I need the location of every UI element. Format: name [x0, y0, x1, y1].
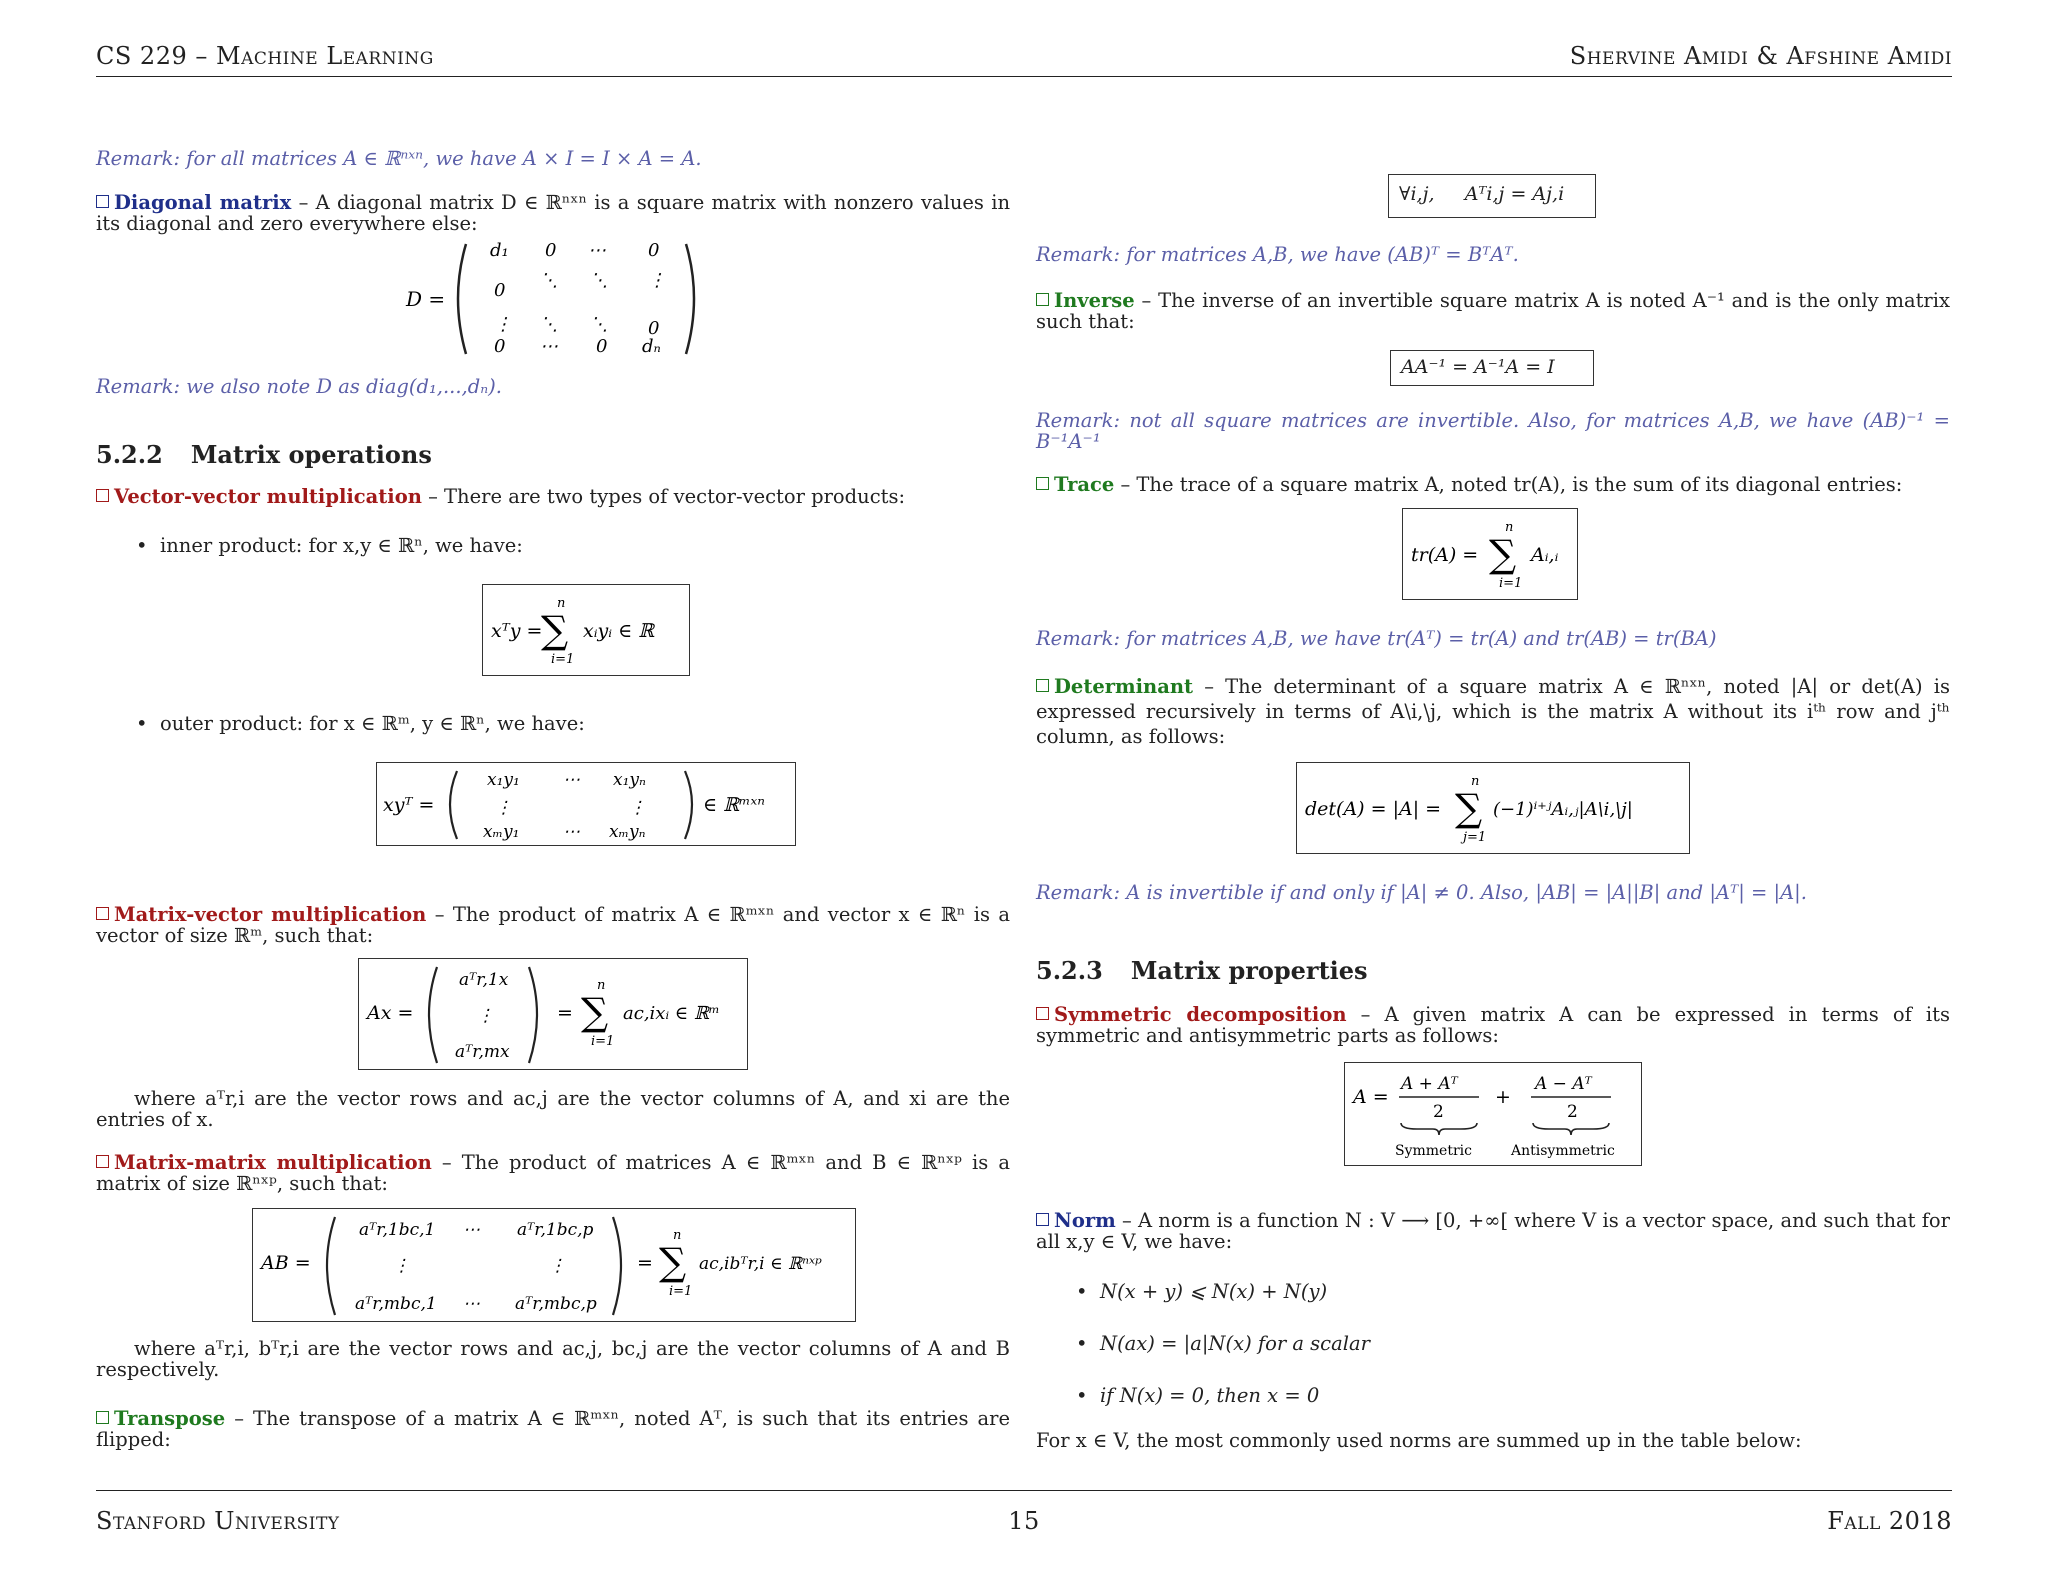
checkbox-icon	[1036, 293, 1049, 306]
svg-text:x₁yₙ: x₁yₙ	[613, 770, 646, 790]
checkbox-icon	[1036, 1213, 1049, 1226]
svg-text:+: +	[1495, 1086, 1511, 1108]
svg-text:j=1: j=1	[1463, 830, 1487, 845]
formula-lhs: D =	[406, 287, 446, 311]
trace-title: Trace	[1036, 473, 1114, 496]
remark-inverse: Remark: not all square matrices are invertible. Also, for matrices A,B, we have (AB)⁻¹ = B⁻¹A⁻¹	[1036, 409, 1950, 453]
term: Fall 2018	[1827, 1507, 1952, 1535]
checkbox-icon	[1036, 477, 1049, 490]
svg-text:AB =: AB =	[261, 1252, 311, 1274]
svg-text:⋮: ⋮	[495, 798, 512, 818]
svg-text:Aᵢ,ᵢ: Aᵢ,ᵢ	[1531, 544, 1559, 566]
diagonal-matrix-paragraph	[96, 192, 1010, 234]
svg-text:A + Aᵀ: A + Aᵀ	[1401, 1074, 1458, 1094]
svg-text:n: n	[673, 1228, 682, 1243]
remark-identity: Remark: for all matrices A ∈ ℝⁿˣⁿ, we have A × I = I × A = A.	[96, 147, 702, 170]
remark-determinant: Remark: A is invertible if and only if |A| ≠ 0. Also, |AB| = |A||B| and |Aᵀ| = |A|.	[1036, 881, 1807, 904]
remark-trace: Remark: for matrices A,B, we have tr(Aᵀ) = tr(A) and tr(AB) = tr(BA)	[1036, 627, 1717, 650]
svg-text:ac,ibᵀr,i ∈ ℝⁿˣᵖ: ac,ibᵀr,i ∈ ℝⁿˣᵖ	[699, 1254, 822, 1274]
svg-text:∑: ∑	[581, 990, 609, 1034]
matrix-vector-paragraph: Matrix-vector multiplication – The product of matrix A ∈ ℝᵐˣⁿ and vector x ∈ ℝⁿ is a vector of size ℝᵐ, such that:	[96, 903, 1010, 947]
svg-text:i=1: i=1	[1499, 576, 1523, 591]
svg-text:⋯: ⋯	[588, 240, 606, 261]
svg-text:ac,ixᵢ ∈ ℝᵐ: ac,ixᵢ ∈ ℝᵐ	[623, 1003, 720, 1024]
remark-transpose: Remark: for matrices A,B, we have (AB)ᵀ = BᵀAᵀ.	[1036, 243, 1519, 266]
norm-property-scalar: • N(ax) = |a|N(x) for a scalar	[1100, 1332, 1370, 1355]
svg-text:⋮: ⋮	[494, 314, 512, 335]
svg-text:aᵀr,mbc,p: aᵀr,mbc,p	[515, 1294, 597, 1314]
outer-product-formula	[376, 762, 796, 846]
inverse-title: Inverse	[1036, 289, 1135, 312]
page-number: 15	[1008, 1507, 1040, 1535]
svg-text:dₙ: dₙ	[642, 336, 661, 357]
matrix-matrix-formula	[252, 1208, 856, 1322]
svg-text:∑: ∑	[1455, 786, 1483, 830]
svg-text:xₘyₙ: xₘyₙ	[609, 822, 646, 842]
svg-text:⋮: ⋮	[629, 798, 646, 818]
outer-product-item: • outer product: for x ∈ ℝᵐ, y ∈ ℝⁿ, we have:	[160, 712, 585, 735]
svg-text:0: 0	[596, 336, 608, 357]
determinant-title: Determinant	[1036, 675, 1193, 698]
svg-text:⋱: ⋱	[540, 270, 558, 291]
svg-text:⋱: ⋱	[590, 314, 608, 335]
matrix-vector-where: where aᵀr,i are the vector rows and ac,j are the vector columns of A, and xi are the entries of x.	[96, 1087, 1010, 1131]
svg-text:2: 2	[1433, 1102, 1444, 1122]
norm-property-zero: • if N(x) = 0, then x = 0	[1100, 1384, 1319, 1407]
norm-tail-text: For x ∈ V, the most commonly used norms are summed up in the table below:	[1036, 1429, 1802, 1452]
svg-text:∑: ∑	[1489, 532, 1517, 576]
svg-text:⋮: ⋮	[549, 1256, 566, 1276]
checkbox-icon	[1036, 679, 1049, 692]
svg-text:⋯: ⋯	[463, 1294, 480, 1314]
svg-text:x₁y₁: x₁y₁	[487, 770, 520, 790]
svg-text:aᵀr,mx: aᵀr,mx	[455, 1042, 510, 1062]
authors: Shervine Amidi & Afshine Amidi	[1569, 42, 1952, 70]
remark-diag: Remark: we also note D as diag(d₁,...,dₙ).	[96, 375, 502, 398]
svg-text:aᵀr,mbc,1: aᵀr,mbc,1	[355, 1294, 437, 1314]
checkbox-icon	[96, 907, 109, 920]
svg-text:0: 0	[494, 336, 506, 357]
svg-text:⋯: ⋯	[563, 822, 580, 842]
transpose-paragraph: Transpose – The transpose of a matrix A ∈ ℝᵐˣⁿ, noted Aᵀ, is such that its entries are flipped:	[96, 1407, 1010, 1451]
diagonal-matrix-formula	[400, 234, 700, 364]
svg-text:aᵀr,1bc,1: aᵀr,1bc,1	[359, 1220, 436, 1240]
svg-text:∑: ∑	[659, 1240, 687, 1284]
svg-text:(−1)ⁱ⁺ʲAᵢ,ⱼ|A\i,\j|: (−1)ⁱ⁺ʲAᵢ,ⱼ|A\i,\j|	[1493, 799, 1633, 820]
svg-text:⋮: ⋮	[648, 270, 666, 291]
svg-text:A =: A =	[1353, 1086, 1389, 1108]
determinant-paragraph: Determinant – The determinant of a square matrix A ∈ ℝⁿˣⁿ, noted |A| or det(A) is expressed recursively in terms of A\i,\j, which is the matrix A without its iᵗʰ row and jᵗʰ column, as follows:	[1036, 675, 1950, 748]
svg-text:⋮: ⋮	[393, 1256, 410, 1276]
university: Stanford University	[96, 1507, 340, 1535]
diagonal-matrix-text: – A diagonal matrix D ∈ ℝⁿˣⁿ is a square matrix with nonzero values in its diagonal and zero everywhere else:	[96, 191, 1011, 235]
svg-text:=: =	[637, 1252, 653, 1274]
matrix-vector-formula	[358, 958, 748, 1070]
course-title: CS 229 – Machine Learning	[96, 42, 434, 70]
vector-vector-title: Vector-vector multiplication	[96, 485, 422, 508]
svg-text:n: n	[597, 978, 606, 993]
svg-text:det(A) = |A| =: det(A) = |A| =	[1305, 798, 1442, 820]
svg-text:⋯: ⋯	[463, 1220, 480, 1240]
svg-text:tr(A) =: tr(A) =	[1411, 544, 1479, 566]
svg-text:xyᵀ =: xyᵀ =	[383, 794, 435, 816]
determinant-formula	[1296, 762, 1690, 854]
svg-text:⋯: ⋯	[563, 770, 580, 790]
svg-text:xᵢyᵢ ∈ ℝ: xᵢyᵢ ∈ ℝ	[583, 620, 655, 642]
svg-text:A − Aᵀ: A − Aᵀ	[1535, 1074, 1592, 1094]
svg-text:⋱: ⋱	[590, 270, 608, 291]
svg-text:0: 0	[494, 280, 506, 301]
inner-product-formula	[482, 584, 690, 676]
svg-text:d₁: d₁	[490, 240, 509, 261]
svg-text:i=1: i=1	[591, 1034, 615, 1049]
svg-text:⋯: ⋯	[540, 336, 558, 357]
svg-text:xᵀy =: xᵀy =	[491, 620, 543, 642]
symmetric-decomposition-paragraph: Symmetric decomposition – A given matrix A can be expressed in terms of its symmetric and antisymmetric parts as follows:	[1036, 1003, 1950, 1047]
inverse-formula: AA⁻¹ = A⁻¹A = I	[1390, 350, 1594, 386]
svg-text:⋮: ⋮	[477, 1006, 494, 1026]
svg-text:0: 0	[648, 240, 660, 261]
section-matrix-operations: 5.2.2 Matrix operations	[96, 440, 432, 469]
svg-text:i=1: i=1	[551, 652, 575, 667]
checkbox-icon	[96, 1155, 109, 1168]
norm-title: Norm	[1036, 1209, 1116, 1232]
checkbox-icon	[96, 489, 109, 502]
diagonal-matrix-title: Diagonal matrix	[96, 191, 291, 214]
norm-property-triangle: • N(x + y) ⩽ N(x) + N(y)	[1100, 1280, 1327, 1303]
svg-text:2: 2	[1567, 1102, 1578, 1122]
svg-text:xₘy₁: xₘy₁	[483, 822, 520, 842]
transpose-title: Transpose	[96, 1407, 225, 1430]
symmetric-decomposition-title: Symmetric decomposition	[1036, 1003, 1347, 1026]
svg-text:∑: ∑	[541, 608, 569, 652]
page-footer	[96, 1490, 1952, 1541]
svg-text:=: =	[557, 1002, 573, 1024]
svg-text:0: 0	[545, 240, 557, 261]
svg-text:0: 0	[648, 318, 660, 339]
inner-product-item: • inner product: for x,y ∈ ℝⁿ, we have:	[160, 534, 523, 557]
section-matrix-properties: 5.2.3 Matrix properties	[1036, 956, 1368, 985]
trace-formula	[1402, 508, 1578, 600]
checkbox-icon	[96, 1411, 109, 1424]
transpose-formula: ∀i,j, Aᵀi,j = Aj,i	[1388, 174, 1596, 218]
antisymmetric-label: Antisymmetric	[1511, 1143, 1615, 1159]
matrix-matrix-paragraph: Matrix-matrix multiplication – The product of matrices A ∈ ℝᵐˣⁿ and B ∈ ℝⁿˣᵖ is a matrix of size ℝⁿˣᵖ, such that:	[96, 1151, 1010, 1195]
inverse-paragraph: Inverse – The inverse of an invertible square matrix A is noted A⁻¹ and is the only matrix such that:	[1036, 289, 1950, 333]
checkbox-icon	[96, 195, 109, 208]
svg-text:aᵀr,1x: aᵀr,1x	[459, 970, 509, 990]
trace-paragraph: Trace – The trace of a square matrix A, noted tr(A), is the sum of its diagonal entries:	[1036, 474, 1950, 495]
svg-text:n: n	[1505, 520, 1514, 535]
svg-text:Ax =: Ax =	[367, 1002, 414, 1024]
svg-text:n: n	[1471, 774, 1480, 789]
matrix-matrix-where: where aᵀr,i, bᵀr,i are the vector rows and ac,j, bc,j are the vector columns of A and B respectively.	[96, 1337, 1010, 1381]
svg-text:n: n	[557, 596, 566, 611]
svg-text:i=1: i=1	[669, 1284, 693, 1299]
page-header	[96, 40, 1952, 77]
symmetric-decomposition-formula	[1344, 1062, 1642, 1166]
checkbox-icon	[1036, 1007, 1049, 1020]
matrix-vector-title: Matrix-vector multiplication	[96, 903, 426, 926]
svg-text:∈ ℝᵐˣⁿ: ∈ ℝᵐˣⁿ	[703, 794, 765, 816]
svg-text:⋱: ⋱	[540, 314, 558, 335]
svg-text:aᵀr,1bc,p: aᵀr,1bc,p	[517, 1220, 594, 1240]
norm-paragraph: Norm – A norm is a function N : V ⟶ [0, +∞[ where V is a vector space, and such that for all x,y ∈ V, we have:	[1036, 1209, 1950, 1253]
vector-vector-paragraph: Vector-vector multiplication – There are two types of vector-vector products:	[96, 486, 1010, 507]
matrix-matrix-title: Matrix-matrix multiplication	[96, 1151, 432, 1174]
symmetric-label: Symmetric	[1395, 1143, 1472, 1159]
